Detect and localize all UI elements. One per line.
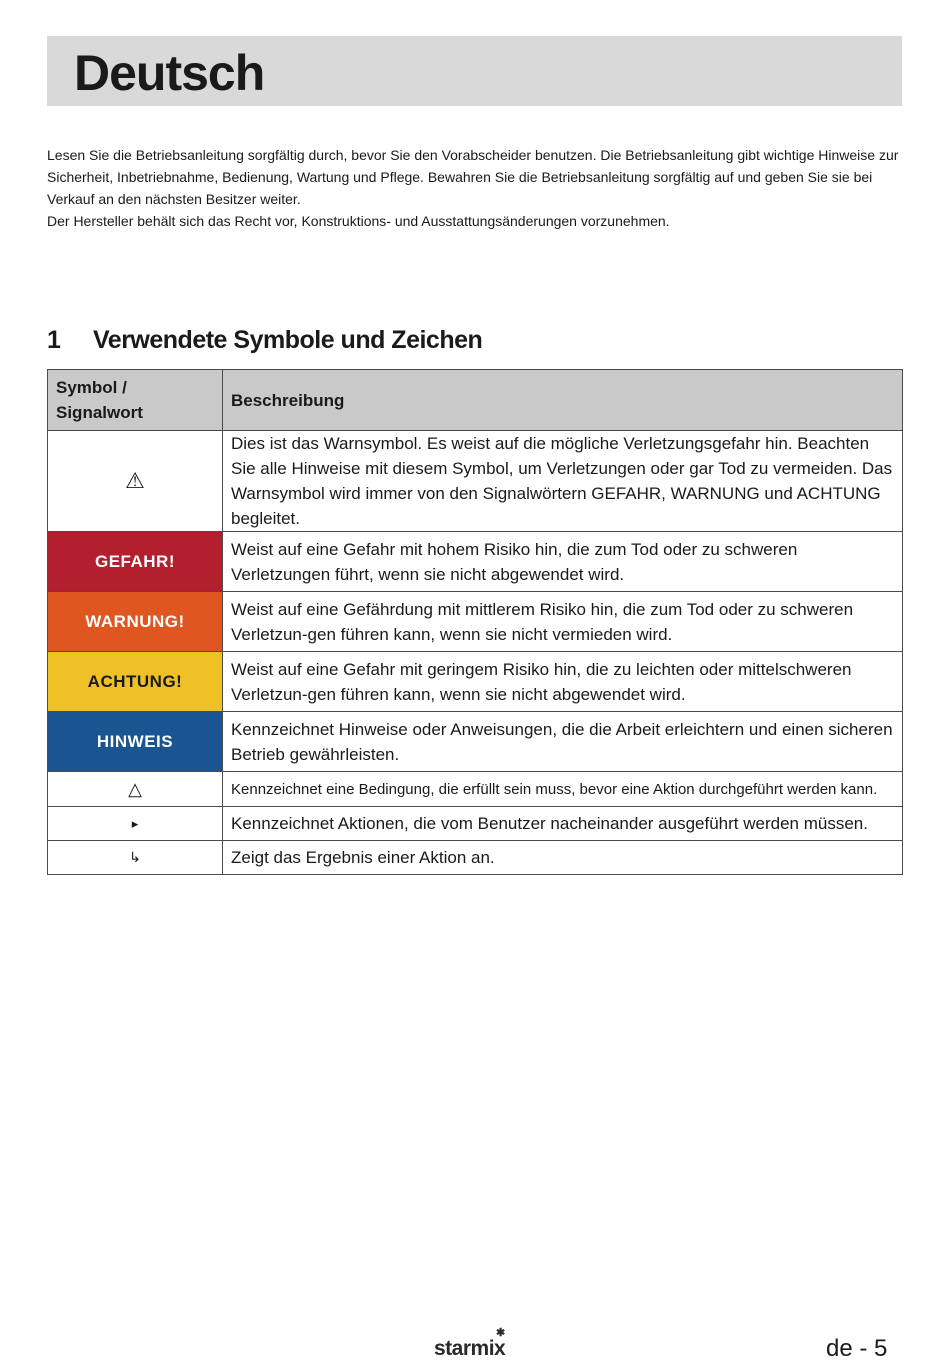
table-row xyxy=(48,841,903,875)
starmix-logo xyxy=(434,1327,506,1361)
signal-gefahr: GEFAHR! xyxy=(48,532,223,592)
page-title: Deutsch xyxy=(74,45,265,101)
condition-triangle-icon: △ xyxy=(48,772,223,807)
action-arrow-icon: ▸ xyxy=(48,807,223,841)
intro-paragraph: Lesen Sie die Betriebsanleitung sorgfältig durch, bevor Sie den Vorabscheider benutzen. Die Betriebsanleitung gibt wichtige Hinweise zur Sicherheit, Inbetriebnahme, Bedienung, Wartung und Pflege. Bewahren Sie die Betriebsanleitung sorgfältig auf und geben Sie sie bei Verkauf an den nächsten Besitzer weiter. xyxy=(47,147,899,207)
table-header-row xyxy=(48,370,903,431)
table-row xyxy=(48,772,903,807)
row-description: Dies ist das Warnsymbol. Es weist auf die mögliche Verletzungsgefahr hin. Beachten Sie alle Hinweise mit diesem Symbol, um Verletzungen oder gar Tod zu vermeiden. Das Warnsymbol wird immer von den Signalwörtern GEFAHR, WARNUNG und ACHTUNG begleitet. xyxy=(223,431,903,532)
table-row xyxy=(48,532,903,592)
row-description: Kennzeichnet Hinweise oder Anweisungen, die die Arbeit erleichtern und einen sicheren Betrieb gewährleisten. xyxy=(223,712,903,772)
section-heading xyxy=(47,326,482,355)
row-description: Zeigt das Ergebnis einer Aktion an. xyxy=(223,841,903,875)
row-description: Weist auf eine Gefahr mit geringem Risiko hin, die zu leichten oder mittelschweren Verletzun-gen führen kann, wenn sie nicht abgewendet wird. xyxy=(223,652,903,712)
section-title: Verwendete Symbole und Zeichen xyxy=(93,326,483,354)
signal-achtung: ACHTUNG! xyxy=(48,652,223,712)
table-row xyxy=(48,807,903,841)
page-number: de - 5 xyxy=(826,1335,888,1362)
row-description: Kennzeichnet Aktionen, die vom Benutzer nacheinander ausgeführt werden müssen. xyxy=(223,807,903,841)
row-description: Weist auf eine Gefahr mit hohem Risiko hin, die zum Tod oder zu schweren Verletzungen führt, wenn sie nicht abgewendet wird. xyxy=(223,532,903,592)
table-row xyxy=(48,652,903,712)
table-row xyxy=(48,431,903,532)
row-description: Kennzeichnet eine Bedingung, die erfüllt sein muss, bevor eine Aktion durchgeführt werden kann. xyxy=(223,772,903,807)
intro-text xyxy=(47,144,907,232)
table-row xyxy=(48,592,903,652)
intro-paragraph-manufacturer: Der Hersteller behält sich das Recht vor, Konstruktions- und Ausstattungsänderungen vorzunehmen. xyxy=(47,213,670,229)
logo-text: starmix xyxy=(434,1337,506,1360)
signal-hinweis: HINWEIS xyxy=(48,712,223,772)
table-row xyxy=(48,712,903,772)
result-arrow-icon: ↳ xyxy=(48,841,223,875)
title-band xyxy=(47,36,902,106)
column-header-symbol: Symbol / Signalwort xyxy=(48,370,223,431)
row-description: Weist auf eine Gefährdung mit mittlerem Risiko hin, die zum Tod oder zu schweren Verletzun-gen führen kann, wenn sie nicht vermieden wird. xyxy=(223,592,903,652)
signal-warnung: WARNUNG! xyxy=(48,592,223,652)
column-header-description: Beschreibung xyxy=(223,370,903,431)
section-number: 1 xyxy=(47,326,61,354)
warning-triangle-icon: ⚠ xyxy=(48,431,223,532)
logo-star-icon: ✱ xyxy=(496,1327,505,1339)
symbols-table xyxy=(47,369,903,875)
